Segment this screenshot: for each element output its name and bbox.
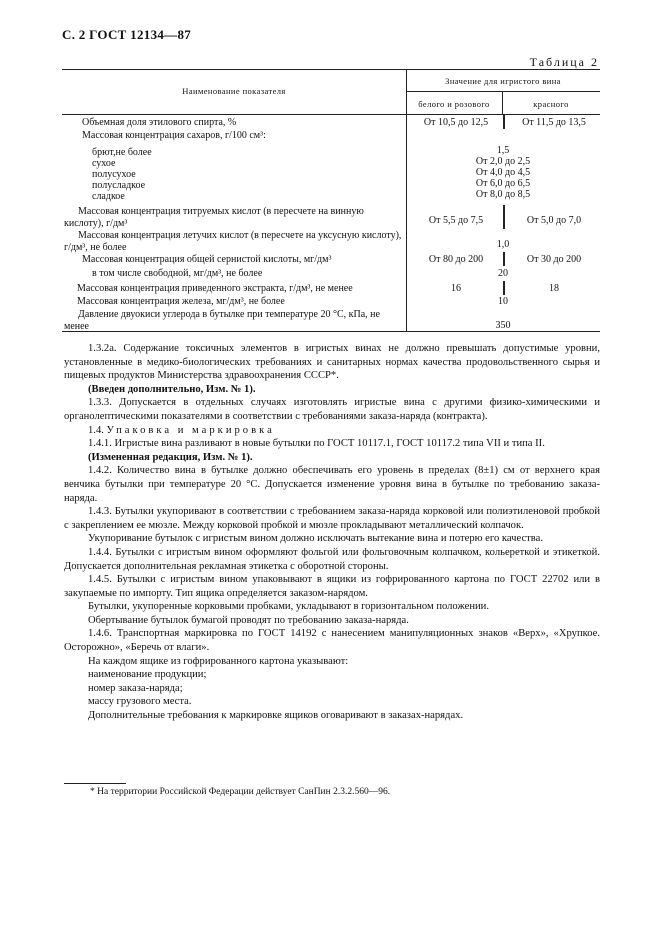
value-common: 20	[498, 268, 508, 279]
row-label: в том числе свободной, мг/дм³, не более	[92, 268, 263, 279]
row-label: Объемная доля этилового спирта, %	[82, 117, 237, 128]
indicators-table	[62, 69, 600, 331]
paragraph: 1.3.3. Допускается в отдельных случаях изготовлять игристые вина с другими физико-химическими и органолептическими показателями в соответствии с требованиями заказа-наряда (контракта).	[64, 397, 600, 422]
table-top-rule	[62, 69, 600, 70]
group-header: Значение для игристого вина	[445, 76, 561, 86]
row-label: Массовая концентрация сахаров, г/100 см³:	[82, 130, 266, 141]
value-common: 1,5	[496, 145, 510, 156]
value-common: 350	[495, 320, 511, 331]
amendment-note: (Измененная редакция, Изм. № 1).	[88, 451, 253, 463]
value-white: От 10,5 до 12,5	[423, 117, 489, 128]
table-caption: Таблица 2	[529, 55, 599, 69]
row-label: брют,не более	[92, 147, 152, 158]
value-white: От 80 до 200	[428, 254, 484, 265]
value-common: От 6,0 до 6,5	[475, 178, 531, 189]
row-label: Массовая концентрация летучих кислот (в пересчете на уксусную кислоту), г/дм³, не более	[64, 230, 402, 253]
value-common: 10	[498, 296, 508, 307]
row-label: полусладкое	[92, 180, 146, 191]
paragraph: 1.4.3. Бутылки укупоривают в соответствии с требованием заказа-наряда корковой или полиэтиленовой пробкой с закреплением ее мюзле. Между корковой пробкой и мюзле прокладывают металлический колпачок.	[64, 506, 600, 531]
row-label: сладкое	[92, 191, 125, 202]
paragraph: Укупоривание бутылок с игристым вином должно исключать вытекание вина и потерю его качества.	[88, 533, 544, 545]
row-label: Массовая концентрация общей сернистой кислоты, мг/дм³	[82, 254, 332, 265]
subheader-red: красного	[533, 99, 569, 109]
list-item: наименование продукции;	[88, 669, 207, 681]
value-separator	[503, 205, 505, 229]
paragraph: 1.4.5. Бутылки с игристым вином упаковывают в ящики из гофрированного картона по ГОСТ 22702 или в закупаемые по импорту. Тип ящика определяется заказом-нарядом.	[64, 574, 600, 599]
value-red: От 30 до 200	[526, 254, 582, 265]
value-white: 16	[451, 283, 461, 294]
value-red: 18	[549, 283, 559, 294]
value-separator	[503, 252, 505, 266]
subheader-white: белого и розового	[418, 99, 490, 109]
page-header: С. 2 ГОСТ 12134—87	[62, 27, 192, 42]
col-name-header: Наименование показателя	[182, 86, 286, 96]
row-label: Давление двуокиси углерода в бутылке при температуре 20 °С, кПа, не менее	[64, 309, 380, 332]
footnote: * На территории Российской Федерации действует СанПин 2.3.2.560—96.	[90, 787, 391, 797]
paragraph: 1.4.2. Количество вина в бутылке должно обеспечивать его уровень в пределах (8±1) см от верхнего края венчика бутылки при температуре 20 °С. Допускается изменение уровня вина в бутылке по требованию заказа-наряда.	[64, 465, 600, 504]
amendment-note: (Введен дополнительно, Изм. № 1).	[88, 383, 256, 395]
row-label: Массовая концентрация титруемых кислот (в пересчете на винную кислоту), г/дм³	[64, 206, 364, 229]
header-bottom-rule	[62, 114, 600, 115]
row-label: Массовая концентрация приведенного экстракта, г/дм³, не менее	[77, 283, 353, 294]
value-common: 1,0	[496, 239, 510, 250]
value-common: От 8,0 до 8,5	[475, 189, 531, 200]
row-label: Массовая концентрация железа, мг/дм³, не более	[77, 296, 285, 307]
value-common: От 4,0 до 4,5	[475, 167, 531, 178]
value-red: От 5,0 до 7,0	[526, 215, 582, 226]
row-label: полусухое	[92, 169, 136, 180]
paragraph: Обертывание бутылок бумагой проводят по требованию заказа-наряда.	[88, 614, 409, 626]
value-red: От 11,5 до 13,5	[522, 117, 586, 128]
value-common: От 2,0 до 2,5	[475, 156, 531, 167]
list-item: массу грузового места.	[88, 696, 192, 708]
footnote-rule	[64, 783, 126, 784]
paragraph: На каждом ящике из гофрированного картона указывают:	[88, 655, 349, 667]
value-white: От 5,5 до 7,5	[428, 215, 484, 226]
section-title: Упаковка и маркировка	[106, 424, 275, 436]
list-item: номер заказа-наряда;	[88, 682, 183, 694]
value-separator	[503, 281, 505, 295]
section-heading	[64, 424, 600, 438]
paragraph: 1.4.1. Игристые вина разливают в новые бутылки по ГОСТ 10117.1, ГОСТ 10117.2 типа VII и типа II.	[88, 438, 545, 450]
group-header-rule	[406, 91, 600, 92]
paragraph: 1.4.4. Бутылки с игристым вином оформляют фольгой или фольговочным колпачком, кольереткой и этикеткой. Допускается дополнительная рекламная этикетка с оборотной стороны.	[64, 546, 600, 572]
paragraph: 1.3.2а. Содержание токсичных элементов в игристых винах не должно превышать допустимые уровни, установленные в медико-биологических требованиях и санитарных нормах качества продовольственного сырья и пищевых продуктов Министерства здравоохранения СССР*.	[64, 343, 600, 382]
paragraph: Дополнительные требования к маркировке ящиков оговаривают в заказах-нарядах.	[88, 710, 464, 722]
section-number: 1.4.	[88, 424, 104, 436]
value-separator	[503, 115, 505, 129]
body-text	[64, 342, 600, 723]
row-label: сухое	[92, 158, 116, 169]
paragraph: Бутылки, укупоренные корковыми пробками, укладывают в горизонтальном положении.	[88, 601, 489, 613]
paragraph: 1.4.6. Транспортная маркировка по ГОСТ 14192 с нанесением манипуляционных знаков «Верх», «Хрупкое. Осторожно», «Беречь от влаги».	[64, 628, 600, 654]
